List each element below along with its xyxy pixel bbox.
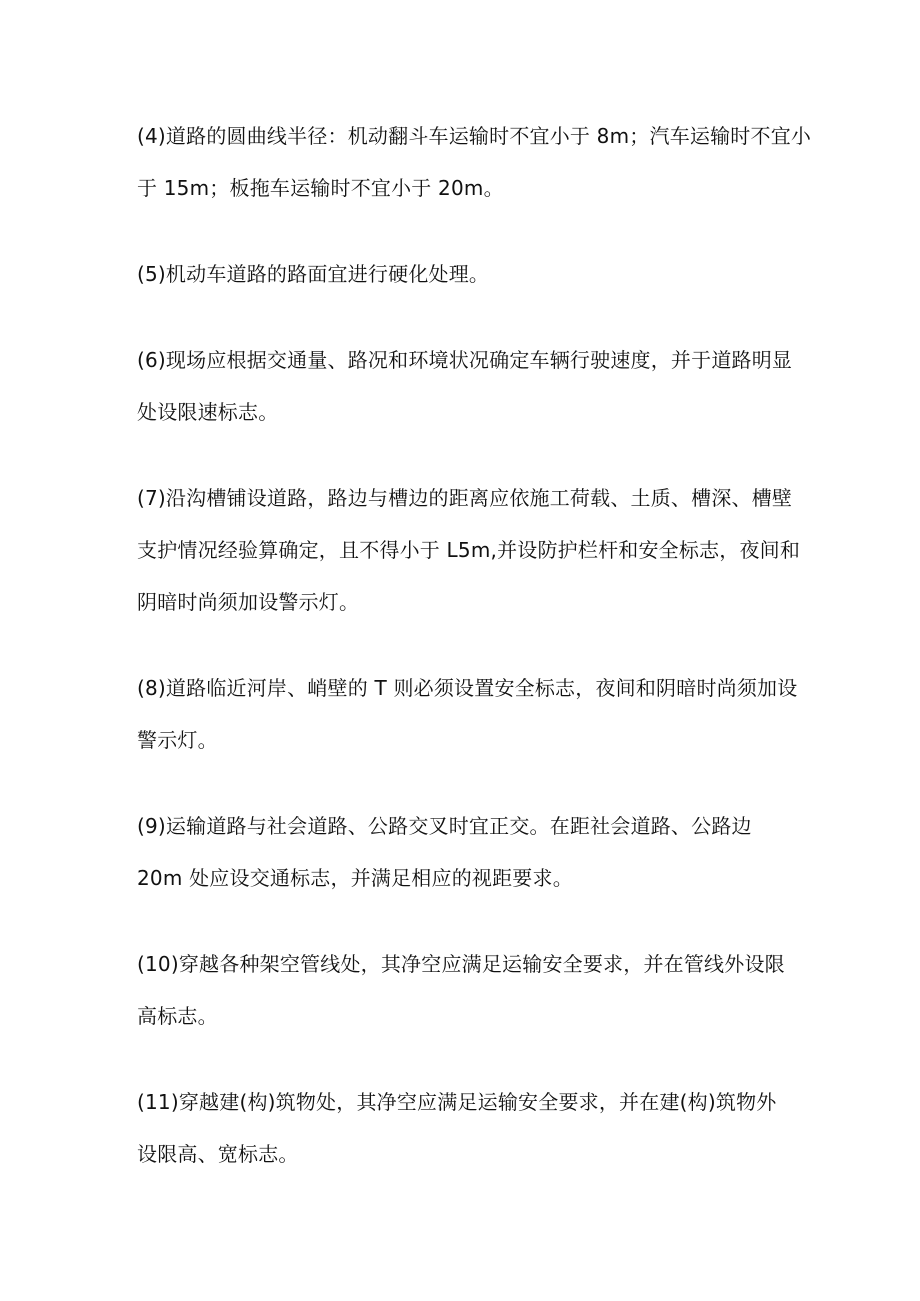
paragraph-line: (7)沿沟槽铺设道路，路边与槽边的距离应依施工荷载、土质、槽深、槽壁 (137, 486, 793, 510)
paragraph-item-5 (137, 248, 787, 300)
paragraph-line: (11)穿越建(构)筑物处，其净空应满足运输安全要求，并在建(构)筑物外 (137, 1090, 777, 1114)
paragraph-line: (5)机动车道路的路面宜进行硬化处理。 (137, 262, 490, 286)
paragraph-line: (8)道路临近河岸、峭壁的 T 则必须设置安全标志，夜间和阴暗时尚须加设 (137, 676, 798, 700)
paragraph-item-4 (137, 110, 812, 214)
paragraph-line: 设限高、宽标志。 (137, 1142, 299, 1166)
paragraph-line: (4)道路的圆曲线半径：机动翻斗车运输时不宜小于 8m；汽车运输时不宜小 (137, 124, 812, 148)
paragraph-line: 处设限速标志。 (137, 400, 279, 424)
paragraph-item-7 (137, 472, 801, 628)
paragraph-item-9 (137, 800, 787, 904)
paragraph-item-8 (137, 662, 798, 766)
paragraph-line: 高标志。 (137, 1004, 218, 1028)
paragraph-line: (10)穿越各种架空管线处，其净空应满足运输安全要求，并在管线外设限 (137, 952, 785, 976)
paragraph-line: 警示灯。 (137, 728, 218, 752)
paragraph-item-11 (137, 1076, 787, 1180)
document-page (137, 110, 812, 1214)
paragraph-item-10 (137, 938, 787, 1042)
paragraph-line: (9)运输道路与社会道路、公路交叉时宜正交。在距社会道路、公路边 (137, 814, 752, 838)
paragraph-line: 支护情况经验算确定，且不得小于 L5m,并设防护栏杆和安全标志，夜间和 (137, 538, 801, 562)
paragraph-line: 20m 处应设交通标志，并满足相应的视距要求。 (137, 866, 573, 890)
paragraph-line: (6)现场应根据交通量、路况和环境状况确定车辆行驶速度，并于道路明显 (137, 348, 793, 372)
paragraph-line: 于 15m；板拖车运输时不宜小于 20m。 (137, 176, 504, 200)
paragraph-line: 阴暗时尚须加设警示灯。 (137, 590, 360, 614)
paragraph-item-6 (137, 334, 793, 438)
